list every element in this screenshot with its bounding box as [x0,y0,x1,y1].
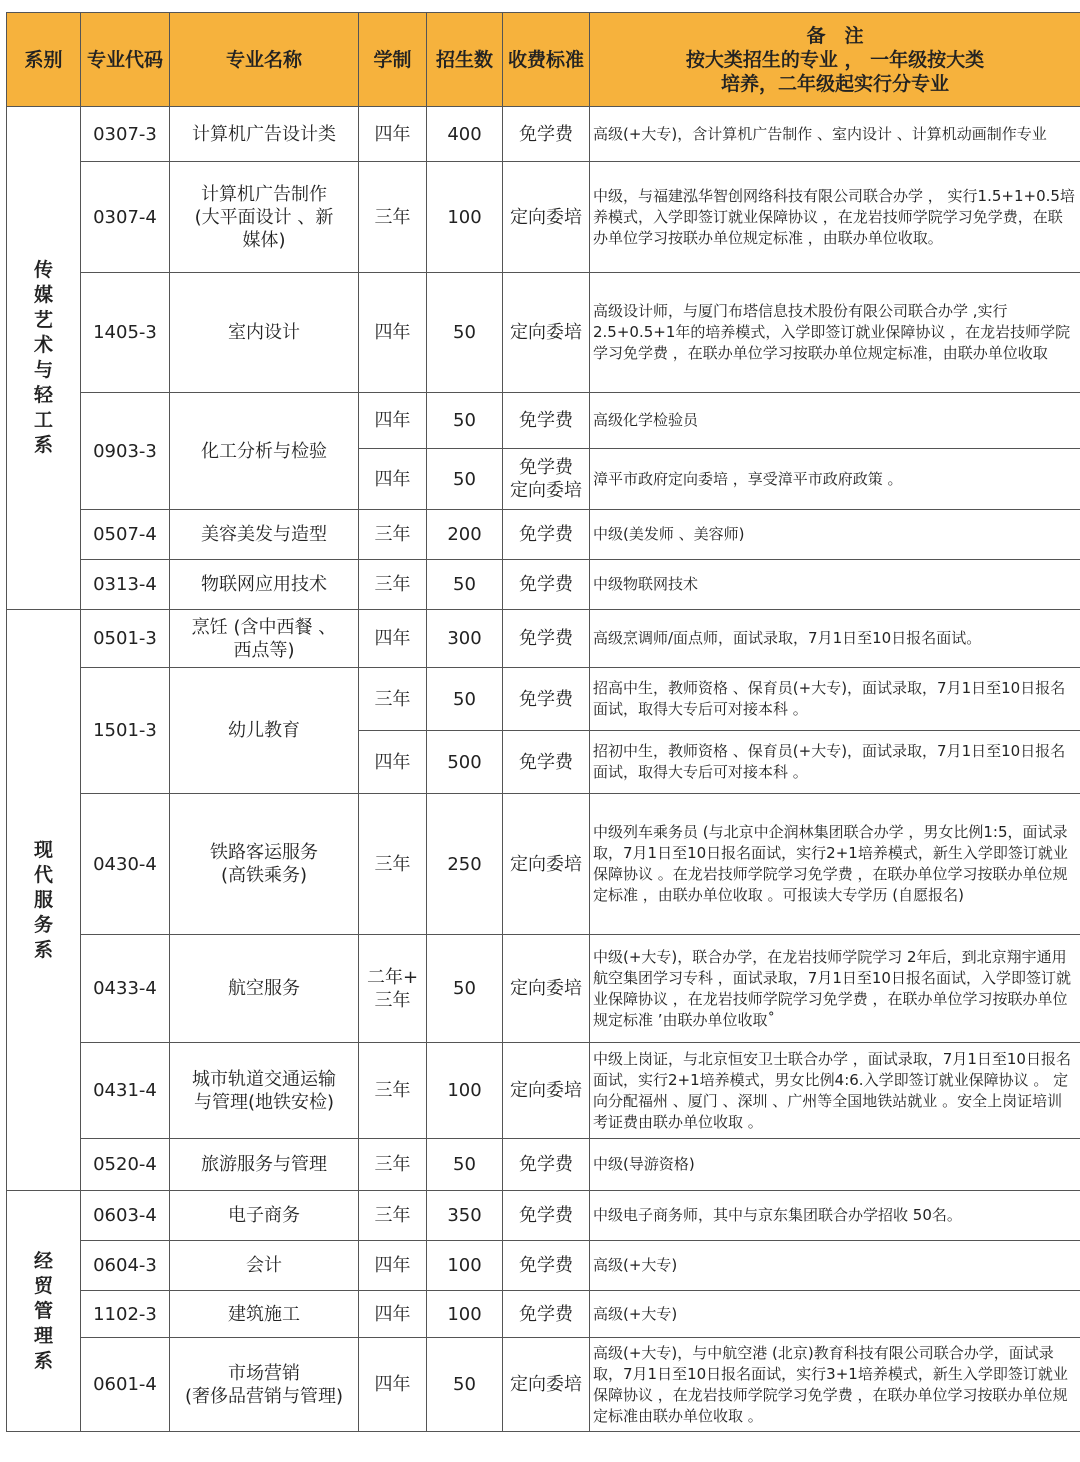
note-cell: 漳平市政府定向委培 ，享受漳平市政府政策 。 [590,449,1080,510]
quota-cell: 50 [427,1139,503,1191]
duration-cell: 四年 [359,393,427,449]
fee-cell: 免学费 [503,510,590,560]
duration-cell: 四年 [359,273,427,393]
code-cell: 0507-4 [81,510,170,560]
duration-cell: 三年 [359,1191,427,1241]
duration-cell: 四年 [359,449,427,510]
fee-cell: 定向委培 [503,1338,590,1432]
quota-cell: 50 [427,560,503,610]
code-cell: 1501-3 [81,668,170,794]
code-cell: 0604-3 [81,1241,170,1291]
quota-cell: 100 [427,1043,503,1139]
table-row [7,273,1080,393]
header-fee: 收费标准 [503,13,590,107]
duration-cell: 三年 [359,510,427,560]
duration-cell: 三年 [359,668,427,731]
quota-cell: 50 [427,393,503,449]
table-row [7,393,1080,449]
name-cell: 幼儿教育 [170,668,359,794]
fee-cell: 免学费 [503,668,590,731]
table-row [7,1191,1080,1241]
header-note: 备 注 按大类招生的专业 ， 一年级按大类 培养，二年级起实行分专业 [590,13,1080,107]
note-cell: 中级物联网技术 [590,560,1080,610]
table-row [7,794,1080,935]
duration-cell: 四年 [359,107,427,162]
fee-cell: 免学费 [503,1191,590,1241]
note-cell: 中级(导游资格) [590,1139,1080,1191]
code-cell: 0603-4 [81,1191,170,1241]
table-row [7,107,1080,162]
table-row [7,1043,1080,1139]
duration-cell: 三年 [359,162,427,273]
code-cell: 0431-4 [81,1043,170,1139]
table-row [7,1338,1080,1432]
fee-cell: 定向委培 [503,273,590,393]
duration-cell: 三年 [359,1139,427,1191]
note-cell: 招高中生，教师资格 、保育员(+大专)，面试录取，7月1日至10日报名面试，取得大专后可对接本科 。 [590,668,1080,731]
quota-cell: 50 [427,449,503,510]
fee-cell: 免学费 定向委培 [503,449,590,510]
quota-cell: 50 [427,273,503,393]
name-cell: 会计 [170,1241,359,1291]
fee-cell: 定向委培 [503,162,590,273]
quota-cell: 250 [427,794,503,935]
name-cell: 室内设计 [170,273,359,393]
note-cell: 中级(+大专)，联合办学，在龙岩技师学院学习 2年后，到北京翔宇通用航空集团学习专科 ，面试录取，7月1日至10日报名面试，入学即签订就业保障协议 ，在龙岩技师学院学习免学费 ，在联办单位学习按联办单位规定标准 ’由联办单位收取˚ [590,935,1080,1043]
fee-cell: 免学费 [503,107,590,162]
dept-name: 传媒艺术与轻工系 [33,258,55,458]
note-cell: 高级(+大专)，与中航空港 (北京)教育科技有限公司联合办学，面试录取，7月1日至10日报名面试，实行3+1培养模式，新生入学即签订就业保障协议 ，在龙岩技师学院学习免学费 ，在联办单位学习按联办单位规定标准由联办单位收取 。 [590,1338,1080,1432]
table-header-row [7,13,1080,107]
quota-cell: 100 [427,1241,503,1291]
fee-cell: 定向委培 [503,794,590,935]
duration-cell: 四年 [359,731,427,794]
code-cell: 0313-4 [81,560,170,610]
header-duration: 学制 [359,13,427,107]
code-cell: 0601-4 [81,1338,170,1432]
fee-cell: 免学费 [503,731,590,794]
fee-cell: 免学费 [503,610,590,668]
duration-cell: 四年 [359,610,427,668]
note-cell: 高级(+大专) [590,1291,1080,1338]
code-cell: 0903-3 [81,393,170,510]
table-row [7,1291,1080,1338]
table-row [7,162,1080,273]
fee-cell: 定向委培 [503,1043,590,1139]
name-cell: 市场营销 (奢侈品营销与管理) [170,1338,359,1432]
header-name: 专业名称 [170,13,359,107]
name-cell: 电子商务 [170,1191,359,1241]
duration-cell: 三年 [359,1043,427,1139]
quota-cell: 100 [427,162,503,273]
quota-cell: 50 [427,935,503,1043]
fee-cell: 免学费 [503,1241,590,1291]
fee-cell: 免学费 [503,1291,590,1338]
table-row [7,668,1080,731]
duration-cell: 二年+ 三年 [359,935,427,1043]
name-cell: 化工分析与检验 [170,393,359,510]
header-code: 专业代码 [81,13,170,107]
dept-name: 现代服务系 [33,838,55,963]
fee-cell: 免学费 [503,1139,590,1191]
code-cell: 0520-4 [81,1139,170,1191]
duration-cell: 三年 [359,794,427,935]
code-cell: 0433-4 [81,935,170,1043]
dept-cell [7,610,81,1191]
enrollment-table [6,12,1080,1432]
table-row [7,1241,1080,1291]
name-cell: 计算机广告设计类 [170,107,359,162]
table-row [7,935,1080,1043]
note-cell: 高级化学检验员 [590,393,1080,449]
dept-cell [7,1191,81,1432]
name-cell: 铁路客运服务 (高铁乘务) [170,794,359,935]
note-cell: 中级上岗证，与北京恒安卫士联合办学 ，面试录取，7月1日至10日报名面试，实行2+1培养模式，男女比例4:6.入学即签订就业保障协议 。 定向分配福州 、厦门 、深圳 、广州等全国地铁站就业 。安全上岗证培训考证费由联办单位收取 。 [590,1043,1080,1139]
table-row [7,510,1080,560]
quota-cell: 200 [427,510,503,560]
note-cell: 高级(+大专)，含计算机广告制作 、室内设计 、计算机动画制作专业 [590,107,1080,162]
note-cell: 高级(+大专) [590,1241,1080,1291]
duration-cell: 三年 [359,560,427,610]
fee-cell: 定向委培 [503,935,590,1043]
name-cell: 航空服务 [170,935,359,1043]
name-cell: 计算机广告制作 (大平面设计 、新 媒体) [170,162,359,273]
quota-cell: 350 [427,1191,503,1241]
fee-cell: 免学费 [503,393,590,449]
quota-cell: 500 [427,731,503,794]
table-row [7,610,1080,668]
name-cell: 旅游服务与管理 [170,1139,359,1191]
name-cell: 城市轨道交通运输 与管理(地铁安检) [170,1043,359,1139]
quota-cell: 300 [427,610,503,668]
header-dept: 系别 [7,13,81,107]
fee-cell: 免学费 [503,560,590,610]
code-cell: 1102-3 [81,1291,170,1338]
name-cell: 美容美发与造型 [170,510,359,560]
code-cell: 0501-3 [81,610,170,668]
duration-cell: 四年 [359,1241,427,1291]
table-row [7,1139,1080,1191]
quota-cell: 50 [427,1338,503,1432]
quota-cell: 100 [427,1291,503,1338]
duration-cell: 四年 [359,1338,427,1432]
name-cell: 建筑施工 [170,1291,359,1338]
quota-cell: 50 [427,668,503,731]
note-cell: 高级烹调师/面点师，面试录取，7月1日至10日报名面试。 [590,610,1080,668]
code-cell: 1405-3 [81,273,170,393]
dept-name: 经贸管理系 [33,1249,55,1374]
note-cell: 中级列车乘务员 (与北京中企润林集团联合办学 ，男女比例1:5，面试录取，7月1日至10日报名面试，实行2+1培养模式，新生入学即签订就业保障协议 。在龙岩技师学院学习免学费 ，在联办单位学习按联办单位规定标准 ，由联办单位收取 。可报读大专学历 (自愿报名) [590,794,1080,935]
name-cell: 烹饪 (含中西餐 、 西点等) [170,610,359,668]
note-cell: 中级(美发师 、美容师) [590,510,1080,560]
duration-cell: 四年 [359,1291,427,1338]
header-quota: 招生数 [427,13,503,107]
table-row [7,560,1080,610]
quota-cell: 400 [427,107,503,162]
dept-cell [7,107,81,610]
code-cell: 0307-4 [81,162,170,273]
note-cell: 中级，与福建泓华智创网络科技有限公司联合办学 ， 实行1.5+1+0.5培养模式，入学即签订就业保障协议 ，在龙岩技师学院学习免学费，在联办单位学习按联办单位规定标准 ，由联办单位收取。 [590,162,1080,273]
note-cell: 招初中生，教师资格 、保育员(+大专)，面试录取，7月1日至10日报名面试，取得大专后可对接本科 。 [590,731,1080,794]
note-cell: 高级设计师，与厦门布塔信息技术股份有限公司联合办学 ,实行2.5+0.5+1年的培养模式，入学即签订就业保障协议 ，在龙岩技师学院学习免学费 ，在联办单位学习按联办单位规定标准，由联办单位收取 [590,273,1080,393]
code-cell: 0307-3 [81,107,170,162]
code-cell: 0430-4 [81,794,170,935]
note-cell: 中级电子商务师，其中与京东集团联合办学招收 50名。 [590,1191,1080,1241]
name-cell: 物联网应用技术 [170,560,359,610]
